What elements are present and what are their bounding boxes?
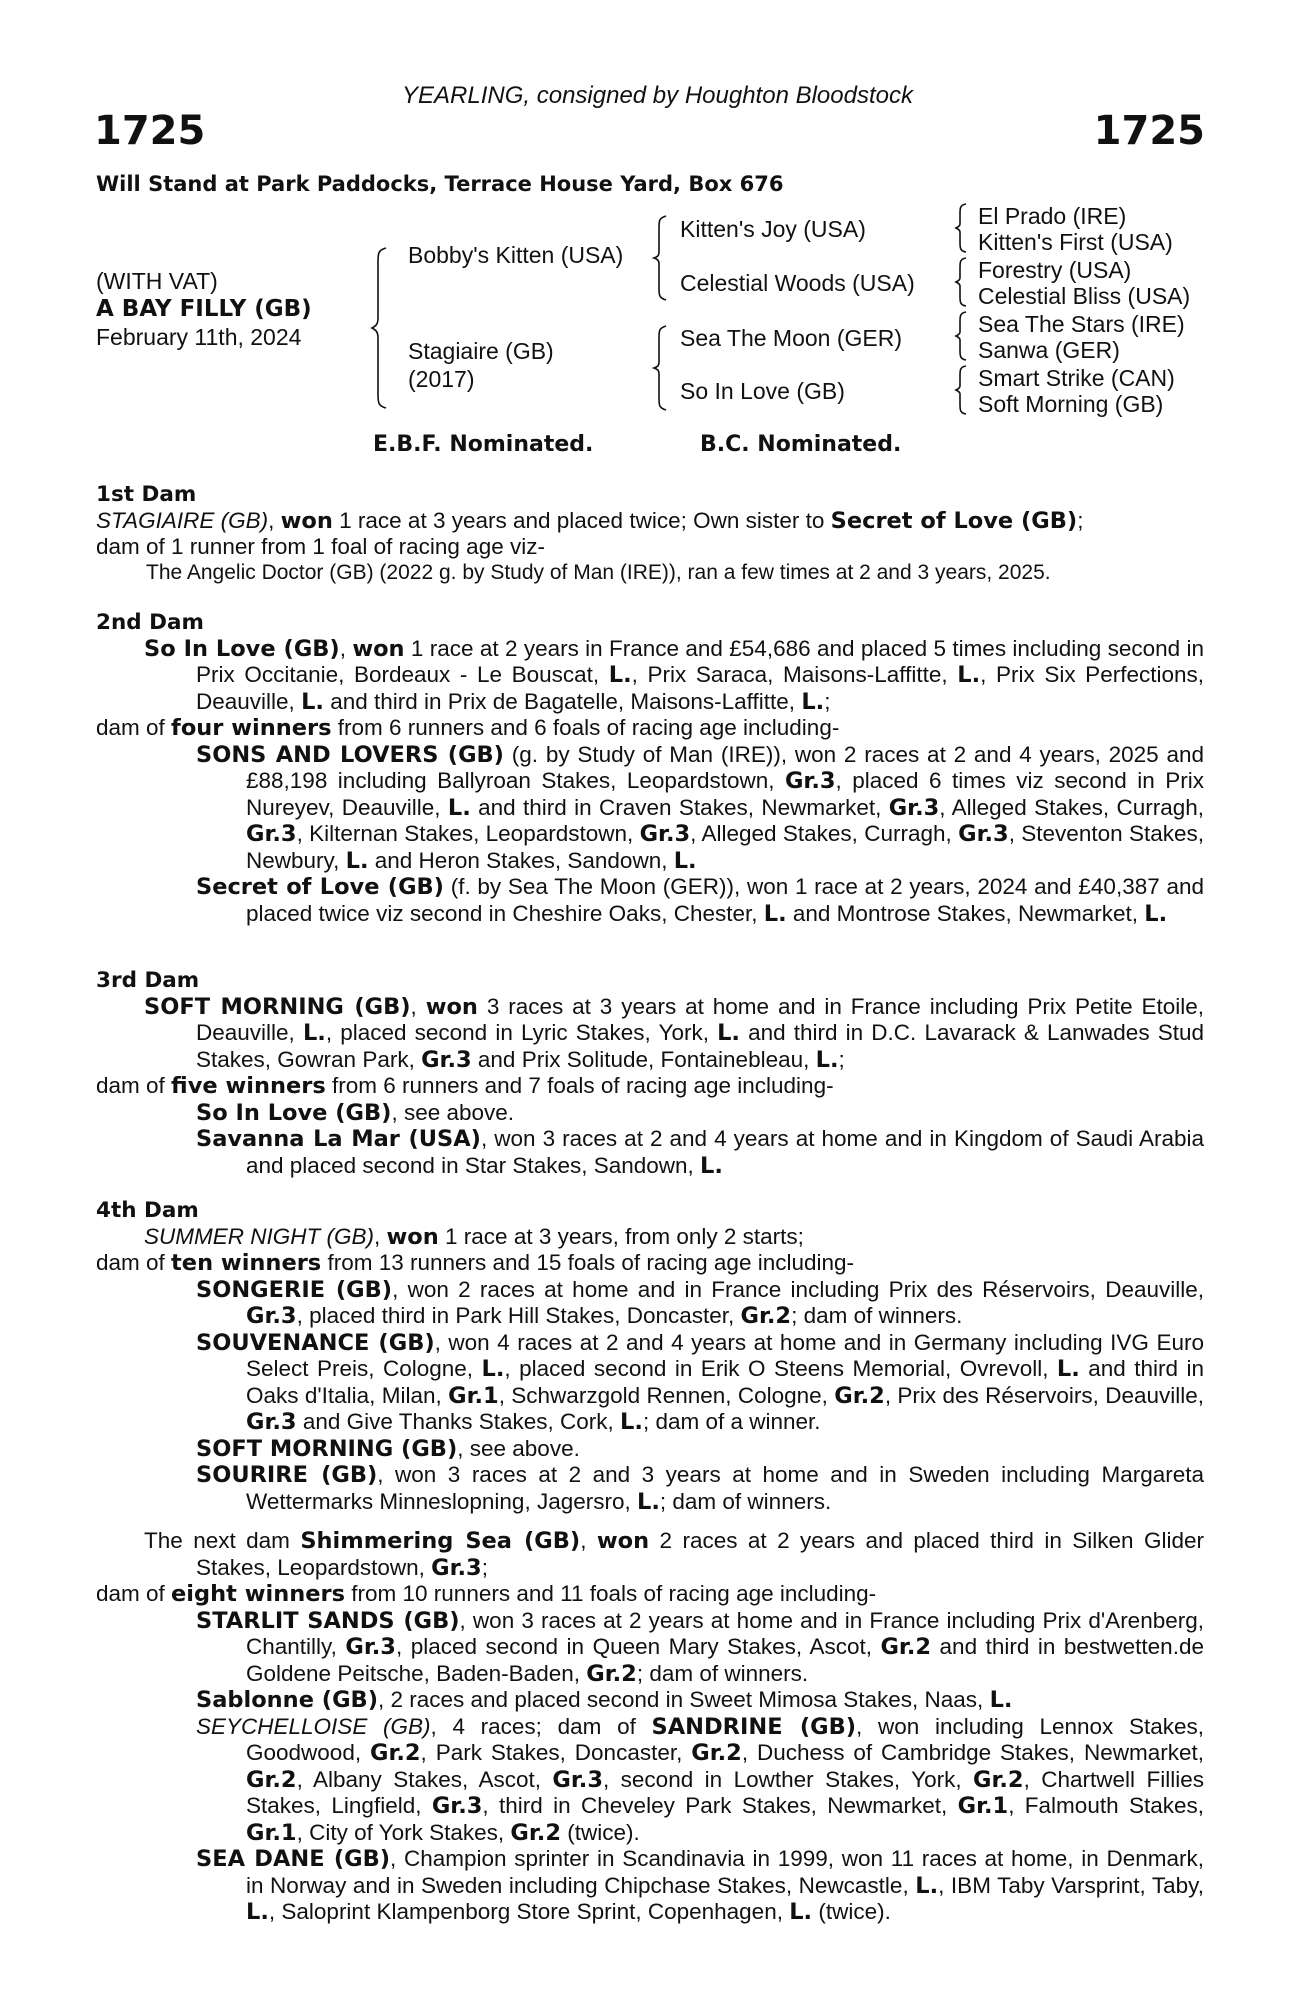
dam-of-line: dam of eight winners from 10 runners and 11 foals of racing age including- [96, 1581, 877, 1607]
progeny-entry: SOFT MORNING (GB), see above. [196, 1435, 580, 1462]
dam-record: SOFT MORNING (GB), won 3 races at 3 years at home and in France including Prix Petite Etoile, Deauville, L., placed second in Lyric Stakes, York, L. and third in D.C. Lavarack & Lanwades Stud Stakes, Gowran Park, Gr.3 and Prix Solitude, Fontainebleau, L.; [144, 993, 1205, 1073]
progeny-entry: Secret of Love (GB) (f. by Sea The Moon (GER)), won 1 race at 2 years, 2024 and £40,387 and placed twice viz second in Cheshire Oaks, Chester, L. and Montrose Stakes, Newmarket, L. [196, 874, 1204, 927]
progeny-entry: SEA DANE (GB), Champion sprinter in Scandinavia in 1999, won 11 races at home, in Denmark, in Norway and in Sweden including Chipchase Stakes, Newcastle, L., IBM Taby Varsprint, Taby, L., Saloprint Klampenborg Store Sprint, Copenhagen, L. (twice). [196, 1846, 1205, 1925]
pedigree-sdd: Celestial Bliss (USA) [978, 283, 1191, 309]
ebf-nominated: E.B.F. Nominated. [373, 432, 594, 457]
grand-progeny-entry: Sablonne (GB), 2 races and placed second in Sweet Mimosa Stakes, Naas, L. [196, 1687, 1013, 1713]
third-dam-section [96, 968, 1204, 1179]
section-heading: 4th Dam [96, 1198, 199, 1223]
progeny-entry: SOURIRE (GB), won 3 races at 2 and 3 years at home and in Sweden including Margareta Wettermarks Minneslopning, Jagersro, L.; dam of winners. [196, 1462, 1204, 1515]
pedigree-bracket-ss [956, 204, 974, 252]
dam-of-line: dam of four winners from 6 runners and 6 foals of racing age including- [96, 715, 840, 741]
pedigree-dds: Smart Strike (CAN) [978, 365, 1175, 391]
lot-name: A BAY FILLY (GB) [96, 296, 312, 322]
lot-number-left: 1725 [94, 108, 206, 154]
pedigree-bracket-dd [956, 366, 974, 414]
pedigree-sire-dam: Celestial Woods (USA) [680, 270, 915, 296]
pedigree-dam: Stagiaire (GB) [408, 338, 554, 364]
pedigree-dam-sire: Sea The Moon (GER) [680, 325, 903, 351]
pedigree-sire-sire: Kitten's Joy (USA) [680, 216, 866, 242]
dam-of-line: dam of 1 runner from 1 foal of racing age viz- [96, 534, 545, 559]
dam-of-line: dam of five winners from 6 runners and 7 foals of racing age including- [96, 1073, 834, 1099]
pedigree-bracket-gen1 [372, 248, 396, 408]
first-dam-section: 1st Dam STAGIAIRE (GB), won 1 race at 3 years and placed twice; Own sister to Secret of Love (GB); dam of 1 runner from 1 foal of racing age viz- The Angelic Doctor (GB) (2022 g. by Study of Man (IRE)), ran a few times at 2 and 3 years, 2025. [96, 482, 1204, 585]
next-dam-section [96, 1528, 1204, 1926]
pedigree-bracket-sire [654, 216, 674, 300]
dam-name: SUMMER NIGHT (GB) [144, 1223, 374, 1249]
vat-note: (WITH VAT) [96, 268, 218, 294]
pedigree-bracket-ds [956, 312, 974, 360]
section-heading: 1st Dam [96, 482, 197, 507]
pedigree-ddd: Soft Morning (GB) [978, 391, 1164, 417]
second-dam-section [96, 610, 1204, 927]
pedigree-sire: Bobby's Kitten (USA) [408, 242, 624, 268]
progeny-entry: Savanna La Mar (USA), won 3 races at 2 and 4 years at home and in Kingdom of Saudi Arabia and placed second in Star Stakes, Sandown, L. [196, 1126, 1204, 1179]
consignor-line: YEARLING, consigned by Houghton Bloodstock [402, 82, 913, 109]
lot-number-right: 1725 [1093, 108, 1205, 154]
dam-record: The next dam Shimmering Sea (GB), won 2 races at 2 years and placed third in Silken Glider Stakes, Leopardstown, Gr.3; [144, 1528, 1204, 1581]
pedigree-dam-dam: So In Love (GB) [680, 378, 845, 404]
dam-record: SUMMER NIGHT (GB), won 1 race at 3 years, from only 2 starts; [144, 1223, 804, 1250]
dam-name: STAGIAIRE (GB) [96, 507, 269, 533]
grand-progeny-entry: SEYCHELLOISE (GB), 4 races; dam of SANDRINE (GB), won including Lennox Stakes, Goodwood, Gr.2, Park Stakes, Doncaster, Gr.2, Duchess of Cambridge Stakes, Newmarket, Gr.2, Albany Stakes, Ascot, Gr.3, second in Lowther Stakes, York, Gr.2, Chartwell Fillies Stakes, Lingfield, Gr.3, third in Cheveley Park Stakes, Newmarket, Gr.1, Falmouth Stakes, Gr.1, City of York Stakes, Gr.2 (twice). [196, 1713, 1204, 1846]
progeny-entry: SONS AND LOVERS (GB) (g. by Study of Man (IRE)), won 2 races at 2 and 4 years, 2025 and £88,198 including Ballyroan Stakes, Leopardstown, Gr.3, placed 6 times viz second in Prix Nureyev, Deauville, L. and third in Craven Stakes, Newmarket, Gr.3, Alleged Stakes, Curragh, Gr.3, Kilternan Stakes, Leopardstown, Gr.3, Alleged Stakes, Curragh, Gr.3, Steventon Stakes, Newbury, L. and Heron Stakes, Sandown, L. [196, 741, 1205, 874]
dam-name: So In Love (GB) [144, 635, 340, 662]
pedigree-dam-year: (2017) [408, 366, 475, 392]
pedigree-dsd: Sanwa (GER) [978, 337, 1120, 363]
dam-record: So In Love (GB), won 1 race at 2 years in France and £54,686 and placed 5 times including second in Prix Occitanie, Bordeaux - Le Bouscat, L., Prix Saraca, Maisons-Laffitte, L., Prix Six Perfections, Deauville, L. and third in Prix de Bagatelle, Maisons-Laffitte, L.; [144, 635, 1204, 715]
sister-name: Secret of Love (GB) [830, 507, 1078, 534]
section-heading: 2nd Dam [96, 610, 204, 635]
pedigree-bracket-sd [956, 258, 974, 306]
progeny-entry: SONGERIE (GB), won 2 races at home and in France including Prix des Réservoirs, Deauville, Gr.3, placed third in Park Hill Stakes, Doncaster, Gr.2; dam of winners. [196, 1276, 1204, 1329]
dam-name: SOFT MORNING (GB) [144, 993, 411, 1020]
foaling-date: February 11th, 2024 [96, 324, 302, 350]
pedigree-sss: El Prado (IRE) [978, 203, 1127, 229]
pedigree-sds: Forestry (USA) [978, 257, 1132, 283]
progeny-entry: STARLIT SANDS (GB), won 3 races at 2 years at home and in France including Prix d'Arenberg, Chantilly, Gr.3, placed second in Queen Mary Stakes, Ascot, Gr.2 and third in bestwetten.de Goldene Peitsche, Baden-Baden, Gr.2; dam of winners. [196, 1607, 1204, 1687]
stand-location: Will Stand at Park Paddocks, Terrace House Yard, Box 676 [96, 172, 784, 196]
progeny-entry: So In Love (GB), see above. [196, 1099, 515, 1126]
pedigree-dss: Sea The Stars (IRE) [978, 311, 1185, 337]
pedigree-bracket-dam [654, 326, 674, 410]
dam-of-line: dam of ten winners from 13 runners and 15 foals of racing age including- [96, 1250, 855, 1276]
bc-nominated: B.C. Nominated. [700, 432, 902, 457]
fourth-dam-section [96, 1198, 1204, 1515]
progeny-entry: SOUVENANCE (GB), won 4 races at 2 and 4 years at home and in Germany including IVG Euro Select Preis, Cologne, L., placed second in Erik O Steens Memorial, Ovrevoll, L. and third in Oaks d'Italia, Milan, Gr.1, Schwarzgold Rennen, Cologne, Gr.2, Prix des Réservoirs, Deauville, Gr.3 and Give Thanks Stakes, Cork, L.; dam of a winner. [196, 1329, 1205, 1435]
section-heading: 3rd Dam [96, 968, 200, 993]
runner-entry: The Angelic Doctor (GB) (2022 g. by Study of Man (IRE)), ran a few times at 2 and 3 years, 2025. [146, 560, 1051, 584]
pedigree-ssd: Kitten's First (USA) [978, 229, 1173, 255]
dam-name: Shimmering Sea (GB) [300, 1528, 581, 1554]
